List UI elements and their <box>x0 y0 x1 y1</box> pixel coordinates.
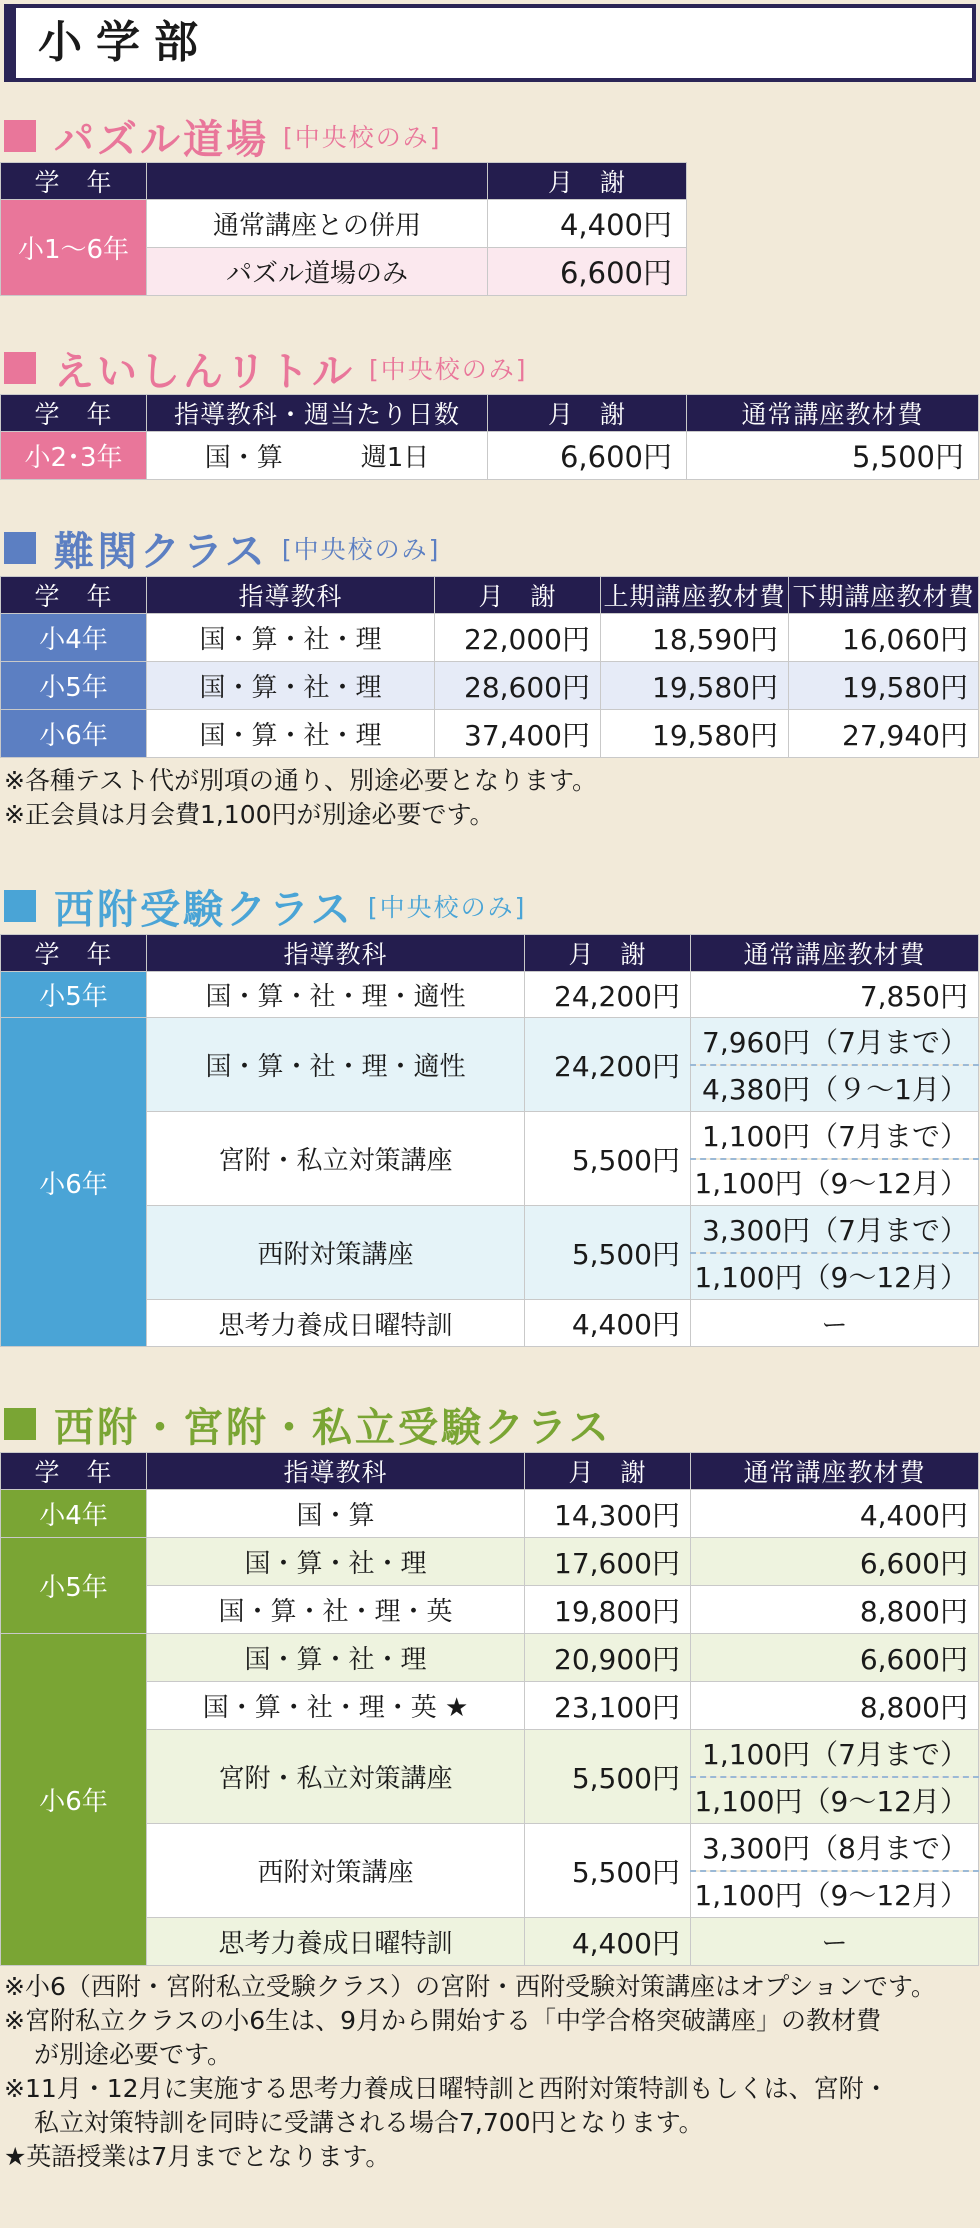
course-cell: パズル道場のみ <box>147 248 488 296</box>
note-line: 私立対策特訓を同時に受講される場合7,700円となります。 <box>34 2108 704 2137</box>
section-title-eishin <box>4 342 528 394</box>
skyblue-square-icon <box>4 890 36 922</box>
section-note: [中央校のみ] <box>367 893 527 922</box>
note-line: が別途必要です。 <box>34 2040 233 2069</box>
green-square-icon <box>4 1408 36 1440</box>
eishin-table <box>0 394 979 480</box>
section-note: [中央校のみ] <box>369 355 528 384</box>
section-heading: 西附・宮附・私立受験クラス <box>54 1404 612 1451</box>
section-title-combined <box>4 1398 612 1450</box>
subject-cell: 西附対策講座 <box>147 1824 525 1918</box>
subject-cell: 国・算・社・理 <box>147 710 435 758</box>
subject-cell: 国・算 週1日 <box>147 432 488 480</box>
header-fee: 月 謝 <box>488 395 687 432</box>
nankan-notes <box>4 764 597 832</box>
fee-cell: 24,200円 <box>525 1018 691 1112</box>
subject-cell: 宮附・私立対策講座 <box>147 1730 525 1824</box>
material-cell: 1,100円（9〜12月） <box>691 1777 979 1824</box>
subject-cell: 国・算・社・理 <box>147 614 435 662</box>
page-title: 小学部 <box>4 4 976 82</box>
note-line: ※11月・12月に実施する思考力養成日曜特訓と西附対策特訓もしくは、宮附・ <box>4 2074 889 2103</box>
subject-cell: 国・算・社・理・適性 <box>147 1018 525 1112</box>
header-fee: 月 謝 <box>488 163 687 200</box>
material-cell: 4,380円（９〜1月） <box>691 1065 979 1112</box>
header-subject: 指導教科 <box>147 935 525 972</box>
material-cell: 6,600円 <box>691 1538 979 1586</box>
header-grade: 学 年 <box>1 577 147 614</box>
grade-cell: 小6年 <box>1 710 147 758</box>
first-material-cell: 19,580円 <box>601 710 789 758</box>
header-material: 通常講座教材費 <box>687 395 979 432</box>
fee-cell: 5,500円 <box>525 1730 691 1824</box>
header-subject: 指導教科 <box>147 577 435 614</box>
subject-cell: 国・算・社・理・英 <box>147 1586 525 1634</box>
note-line: ※宮附私立クラスの小6生は、9月から開始する「中学合格突破講座」の教材費 <box>4 2006 882 2035</box>
section-heading: 難関クラス <box>54 528 268 575</box>
puzzle-table <box>0 162 687 296</box>
note-line: ※各種テスト代が別項の通り、別途必要となります。 <box>4 766 597 795</box>
subject-cell: 国・算・社・理 <box>147 1634 525 1682</box>
material-cell: 1,100円（9〜12月） <box>691 1871 979 1918</box>
fee-cell: 37,400円 <box>435 710 601 758</box>
section-heading: 西附受験クラス <box>54 886 354 933</box>
header-subject: 指導教科・週当たり日数 <box>147 395 488 432</box>
grade-cell: 小6年 <box>1 1634 147 1966</box>
section-heading: パズル道場 <box>54 116 269 163</box>
first-material-cell: 18,590円 <box>601 614 789 662</box>
blue-square-icon <box>4 532 36 564</box>
nankan-table <box>0 576 979 758</box>
section-title-saifu <box>4 880 526 932</box>
material-cell: 4,400円 <box>691 1490 979 1538</box>
material-cell: 8,800円 <box>691 1682 979 1730</box>
header-fee: 月 謝 <box>525 935 691 972</box>
combined-notes <box>4 1970 936 2174</box>
material-cell: 8,800円 <box>691 1586 979 1634</box>
header-grade: 学 年 <box>1 1453 147 1490</box>
material-cell: 7,850円 <box>691 972 979 1018</box>
material-cell: ー <box>691 1918 979 1966</box>
fee-cell: 4,400円 <box>488 200 687 248</box>
fee-cell: 4,400円 <box>525 1918 691 1966</box>
header-first-material: 上期講座教材費 <box>601 577 789 614</box>
fee-cell: 5,500円 <box>525 1112 691 1206</box>
fee-cell: 23,100円 <box>525 1682 691 1730</box>
fee-cell: 20,900円 <box>525 1634 691 1682</box>
grade-cell: 小4年 <box>1 614 147 662</box>
fee-cell: 24,200円 <box>525 972 691 1018</box>
fee-cell: 17,600円 <box>525 1538 691 1586</box>
fee-cell: 6,600円 <box>488 432 687 480</box>
header-fee: 月 謝 <box>435 577 601 614</box>
fee-cell: 28,600円 <box>435 662 601 710</box>
header-grade: 学 年 <box>1 395 147 432</box>
grade-cell: 小2･3年 <box>1 432 147 480</box>
course-cell: 通常講座との併用 <box>147 200 488 248</box>
subject-cell: 国・算・社・理・適性 <box>147 972 525 1018</box>
material-cell: 3,300円（7月まで） <box>691 1206 979 1253</box>
material-cell: 1,100円（9〜12月） <box>691 1253 979 1300</box>
material-cell: 6,600円 <box>691 1634 979 1682</box>
subject-cell: 国・算・社・理 <box>147 1538 525 1586</box>
grade-cell: 小5年 <box>1 972 147 1018</box>
header-blank <box>147 163 488 200</box>
fee-cell: 14,300円 <box>525 1490 691 1538</box>
saifu-table <box>0 934 979 1347</box>
grade-cell: 小4年 <box>1 1490 147 1538</box>
second-material-cell: 27,940円 <box>789 710 979 758</box>
grade-cell: 小5年 <box>1 1538 147 1634</box>
fee-cell: 19,800円 <box>525 1586 691 1634</box>
header-material: 通常講座教材費 <box>691 935 979 972</box>
pink-square-icon <box>4 352 36 384</box>
first-material-cell: 19,580円 <box>601 662 789 710</box>
material-cell: ー <box>691 1300 979 1347</box>
fee-cell: 4,400円 <box>525 1300 691 1347</box>
subject-cell: 宮附・私立対策講座 <box>147 1112 525 1206</box>
section-note: [中央校のみ] <box>283 123 442 152</box>
subject-cell: 国・算・社・理 <box>147 662 435 710</box>
fee-cell: 22,000円 <box>435 614 601 662</box>
section-note: [中央校のみ] <box>281 535 441 564</box>
section-heading: えいしんリトル <box>54 348 355 395</box>
material-cell: 1,100円（7月まで） <box>691 1112 979 1159</box>
subject-cell: 国・算・社・理・英 ★ <box>147 1682 525 1730</box>
subject-cell: 国・算 <box>147 1490 525 1538</box>
header-fee: 月 謝 <box>525 1453 691 1490</box>
section-title-puzzle <box>4 110 442 162</box>
pink-square-icon <box>4 120 36 152</box>
note-line: ※小6（西附・宮附私立受験クラス）の宮附・西附受験対策講座はオプションです。 <box>4 1972 936 2001</box>
header-grade: 学 年 <box>1 163 147 200</box>
header-material: 通常講座教材費 <box>691 1453 979 1490</box>
subject-cell: 思考力養成日曜特訓 <box>147 1300 525 1347</box>
material-cell: 3,300円（8月まで） <box>691 1824 979 1871</box>
material-cell: 5,500円 <box>687 432 979 480</box>
note-line: ※正会員は月会費1,100円が別途必要です。 <box>4 800 495 829</box>
fee-cell: 6,600円 <box>488 248 687 296</box>
header-grade: 学 年 <box>1 935 147 972</box>
grade-cell: 小5年 <box>1 662 147 710</box>
grade-cell: 小1〜6年 <box>1 200 147 296</box>
subject-cell: 西附対策講座 <box>147 1206 525 1300</box>
second-material-cell: 16,060円 <box>789 614 979 662</box>
section-title-nankan <box>4 522 440 574</box>
second-material-cell: 19,580円 <box>789 662 979 710</box>
header-subject: 指導教科 <box>147 1453 525 1490</box>
material-cell: 1,100円（9〜12月） <box>691 1159 979 1206</box>
grade-cell: 小6年 <box>1 1018 147 1347</box>
fee-cell: 5,500円 <box>525 1206 691 1300</box>
combined-table <box>0 1452 979 1966</box>
header-second-material: 下期講座教材費 <box>789 577 979 614</box>
note-line: ★英語授業は7月までとなります。 <box>4 2142 391 2171</box>
material-cell: 1,100円（7月まで） <box>691 1730 979 1777</box>
material-cell: 7,960円（7月まで） <box>691 1018 979 1065</box>
subject-cell: 思考力養成日曜特訓 <box>147 1918 525 1966</box>
fee-cell: 5,500円 <box>525 1824 691 1918</box>
